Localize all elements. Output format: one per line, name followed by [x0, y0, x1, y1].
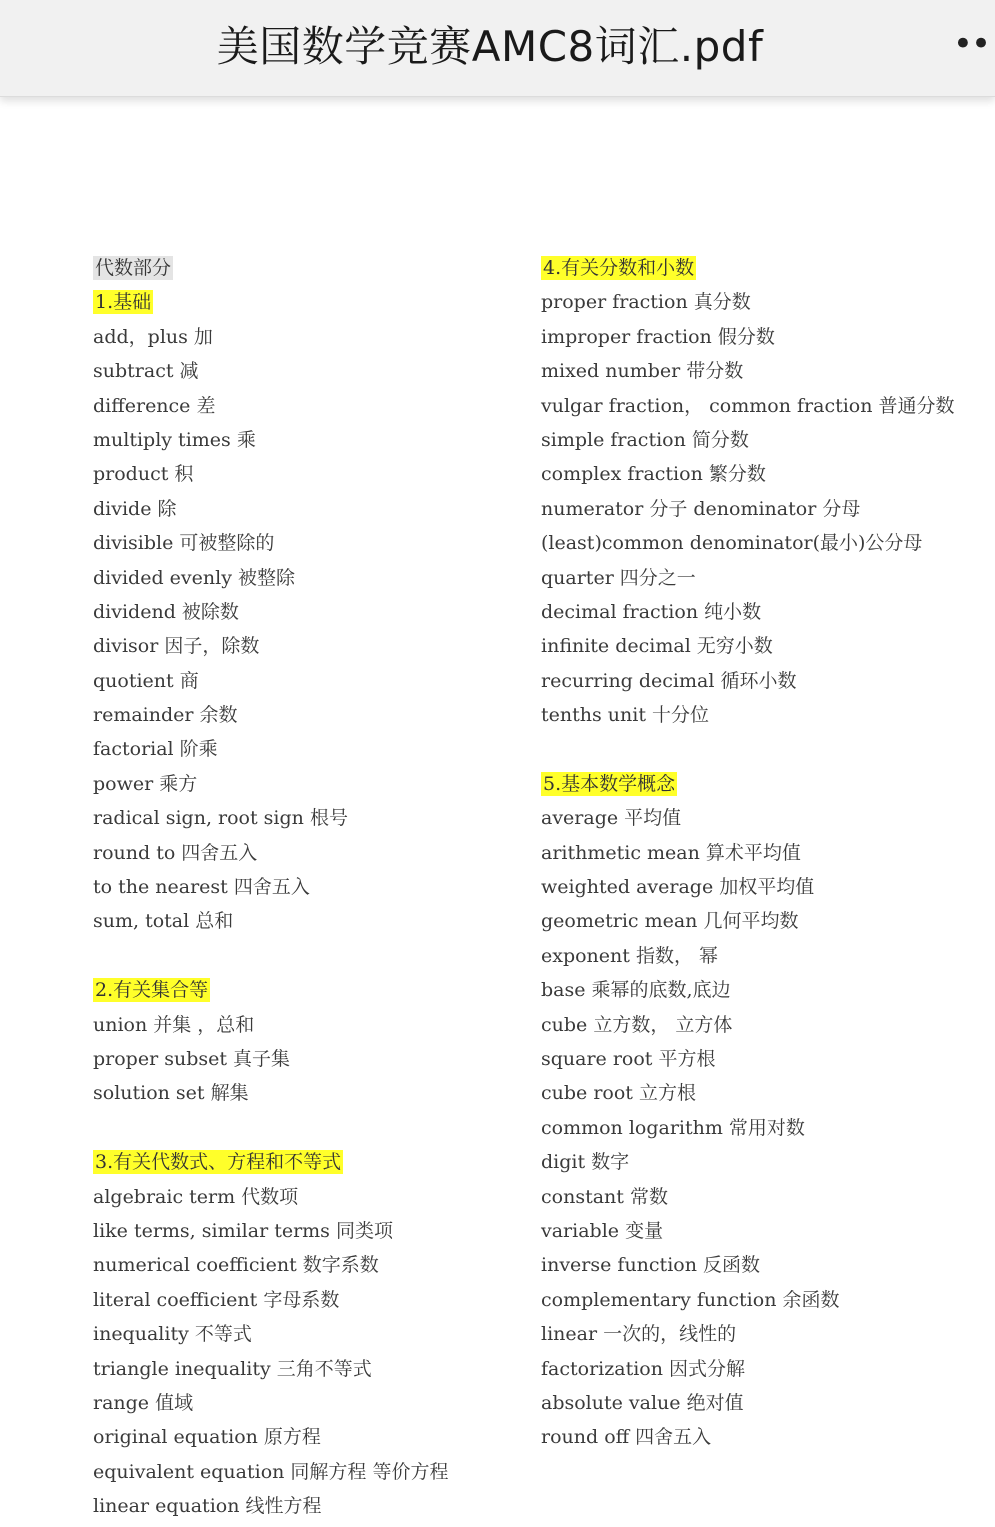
vocabulary-text: remainder 余数	[93, 704, 238, 727]
vocabulary-item	[93, 698, 448, 732]
vocabulary-text: linear 一次的，线性的	[541, 1323, 737, 1346]
vocabulary-item	[541, 595, 955, 629]
section-heading-text: 3.有关代数式、方程和不等式	[95, 1151, 342, 1174]
vocabulary-item	[541, 664, 955, 698]
vocabulary-text: linear equation 线性方程	[93, 1495, 322, 1518]
vocabulary-text: divided evenly 被整除	[93, 566, 295, 589]
vocabulary-item	[541, 1042, 955, 1076]
vocabulary-item	[541, 1386, 955, 1420]
vocabulary-item	[93, 389, 448, 423]
vocabulary-text: dividend 被除数	[93, 600, 239, 623]
vocabulary-item	[541, 1076, 955, 1110]
vocabulary-item	[541, 801, 955, 835]
vocabulary-text: power 乘方	[93, 772, 198, 795]
vocabulary-text: square root 平方根	[541, 1047, 716, 1070]
section-heading	[93, 251, 448, 285]
vocabulary-text: literal coefficient 字母系数	[93, 1288, 340, 1311]
vocabulary-text: recurring decimal 循环小数	[541, 669, 797, 692]
vocabulary-text: constant 常数	[541, 1185, 668, 1208]
vocabulary-text: improper fraction 假分数	[541, 325, 775, 348]
vocabulary-item	[93, 561, 448, 595]
vocabulary-item	[541, 561, 955, 595]
vocabulary-text: to the nearest 四舍五入	[93, 876, 310, 899]
vocabulary-text: infinite decimal 无穷小数	[541, 635, 773, 658]
vocabulary-item	[541, 836, 955, 870]
vocabulary-text: tenths unit 十分位	[541, 704, 710, 727]
vocabulary-item	[541, 354, 955, 388]
vocabulary-item	[93, 801, 448, 835]
vocabulary-text: divisible 可被整除的	[93, 532, 275, 555]
vocabulary-item	[93, 1180, 448, 1214]
vocabulary-item	[541, 1317, 955, 1351]
vocabulary-item	[93, 1248, 448, 1282]
vocabulary-text: exponent 指数， 幂	[541, 944, 718, 967]
vocabulary-text: absolute value 绝对值	[541, 1391, 744, 1414]
section-heading-text: 4.有关分数和小数	[543, 257, 695, 279]
section-heading-text: 2.有关集合等	[95, 979, 209, 1002]
vocabulary-text: original equation 原方程	[93, 1426, 321, 1449]
vocabulary-item	[541, 1352, 955, 1386]
vocabulary-text: average 平均值	[541, 807, 682, 830]
spacer	[541, 732, 955, 766]
vocabulary-item	[541, 904, 955, 938]
vocabulary-item	[541, 389, 955, 423]
section-heading	[541, 251, 955, 285]
vocabulary-item	[541, 320, 955, 354]
vocabulary-text: proper fraction 真分数	[541, 291, 751, 314]
vocabulary-item	[541, 526, 955, 560]
vocabulary-text: variable 变量	[541, 1219, 664, 1242]
vocabulary-item	[93, 1489, 448, 1523]
document-title: 美国数学竞赛AMC8词汇.pdf	[216, 22, 764, 71]
vocabulary-item	[541, 1214, 955, 1248]
vocabulary-item	[93, 320, 448, 354]
vocabulary-item	[541, 1111, 955, 1145]
vocabulary-text: inequality 不等式	[93, 1323, 252, 1346]
vocabulary-text: difference 差	[93, 394, 216, 417]
vocabulary-item	[93, 1076, 448, 1110]
vocabulary-text: base 乘幂的底数,底边	[541, 979, 731, 1002]
vocabulary-text: equivalent equation 同解方程 等价方程	[93, 1460, 449, 1483]
vocabulary-text: solution set 解集	[93, 1082, 249, 1105]
vocabulary-text: (least)common denominator(最小)公分母	[541, 532, 923, 555]
vocabulary-text: sum, total 总和	[93, 910, 234, 933]
vocabulary-item	[541, 939, 955, 973]
vocabulary-text: union 并集 ，总和	[93, 1013, 255, 1036]
vocabulary-item	[541, 1180, 955, 1214]
vocabulary-item	[93, 457, 448, 491]
vocabulary-item	[93, 732, 448, 766]
spacer	[93, 939, 448, 973]
more-options-icon[interactable]: ••	[952, 24, 989, 64]
vocabulary-item	[541, 457, 955, 491]
right-column	[541, 251, 955, 1455]
vocabulary-text: proper subset 真子集	[93, 1047, 291, 1070]
vocabulary-item	[541, 1145, 955, 1179]
vocabulary-item	[541, 973, 955, 1007]
vocabulary-item	[93, 354, 448, 388]
vocabulary-item	[541, 1248, 955, 1282]
vocabulary-item	[541, 285, 955, 319]
vocabulary-item	[93, 595, 448, 629]
vocabulary-text: inverse function 反函数	[541, 1254, 760, 1277]
vocabulary-text: subtract 减	[93, 360, 199, 383]
vocabulary-item	[93, 526, 448, 560]
vocabulary-text: simple fraction 简分数	[541, 428, 749, 451]
vocabulary-item	[93, 767, 448, 801]
vocabulary-item	[93, 423, 448, 457]
vocabulary-text: range 值域	[93, 1391, 194, 1414]
vocabulary-item	[541, 629, 955, 663]
vocabulary-text: add，plus 加	[93, 325, 213, 348]
vocabulary-text: cube root 立方根	[541, 1082, 696, 1105]
section-heading	[93, 1145, 448, 1179]
vocabulary-item	[541, 870, 955, 904]
vocabulary-item	[93, 1214, 448, 1248]
vocabulary-item	[541, 423, 955, 457]
left-column	[93, 251, 448, 1523]
vocabulary-item	[93, 1455, 448, 1489]
vocabulary-text: quarter 四分之一	[541, 566, 696, 589]
vocabulary-text: complementary function 余函数	[541, 1288, 840, 1311]
vocabulary-text: common logarithm 常用对数	[541, 1116, 805, 1139]
section-heading	[93, 285, 448, 319]
vocabulary-text: multiply times 乘	[93, 428, 256, 451]
vocabulary-text: like terms, similar terms 同类项	[93, 1219, 393, 1242]
vocabulary-text: algebraic term 代数项	[93, 1185, 299, 1208]
vocabulary-item	[541, 698, 955, 732]
vocabulary-text: vulgar fraction， common fraction 普通分数	[541, 394, 955, 417]
vocabulary-item	[93, 1386, 448, 1420]
vocabulary-text: factorial 阶乘	[93, 738, 218, 761]
vocabulary-item	[93, 629, 448, 663]
vocabulary-item	[93, 1283, 448, 1317]
vocabulary-item	[93, 1352, 448, 1386]
vocabulary-text: complex fraction 繁分数	[541, 463, 766, 486]
section-heading	[93, 973, 448, 1007]
vocabulary-item	[93, 1420, 448, 1454]
vocabulary-text: mixed number 带分数	[541, 360, 744, 383]
vocabulary-item	[541, 492, 955, 526]
vocabulary-item	[93, 664, 448, 698]
vocabulary-item	[541, 1283, 955, 1317]
section-heading-text: 5.基本数学概念	[543, 772, 676, 795]
vocabulary-text: decimal fraction 纯小数	[541, 600, 762, 623]
vocabulary-text: round to 四舍五入	[93, 841, 258, 864]
vocabulary-text: radical sign, root sign 根号	[93, 807, 348, 830]
vocabulary-item	[93, 904, 448, 938]
vocabulary-text: numerical coefficient 数字系数	[93, 1254, 379, 1277]
vocabulary-text: triangle inequality 三角不等式	[93, 1357, 372, 1380]
vocabulary-text: factorization 因式分解	[541, 1357, 745, 1380]
section-heading-text: 1.基础	[95, 291, 152, 314]
vocabulary-item	[93, 836, 448, 870]
vocabulary-text: divide 除	[93, 497, 177, 520]
vocabulary-text: cube 立方数， 立方体	[541, 1013, 733, 1036]
document-header	[0, 0, 995, 97]
vocabulary-item	[93, 492, 448, 526]
vocabulary-text: digit 数字	[541, 1151, 630, 1174]
section-heading-text: 代数部分	[95, 257, 172, 279]
vocabulary-text: arithmetic mean 算术平均值	[541, 841, 801, 864]
spacer	[93, 1111, 448, 1145]
vocabulary-item	[541, 1008, 955, 1042]
vocabulary-text: weighted average 加权平均值	[541, 876, 815, 899]
vocabulary-text: divisor 因子，除数	[93, 635, 260, 658]
section-heading	[541, 767, 955, 801]
vocabulary-item	[93, 1008, 448, 1042]
vocabulary-text: numerator 分子 denominator 分母	[541, 497, 861, 520]
vocabulary-text: quotient 商	[93, 669, 199, 692]
vocabulary-item	[541, 1420, 955, 1454]
vocabulary-text: geometric mean 几何平均数	[541, 910, 799, 933]
vocabulary-item	[93, 1042, 448, 1076]
vocabulary-item	[93, 870, 448, 904]
vocabulary-text: product 积	[93, 463, 194, 486]
vocabulary-text: round off 四舍五入	[541, 1426, 712, 1449]
vocabulary-item	[93, 1317, 448, 1351]
